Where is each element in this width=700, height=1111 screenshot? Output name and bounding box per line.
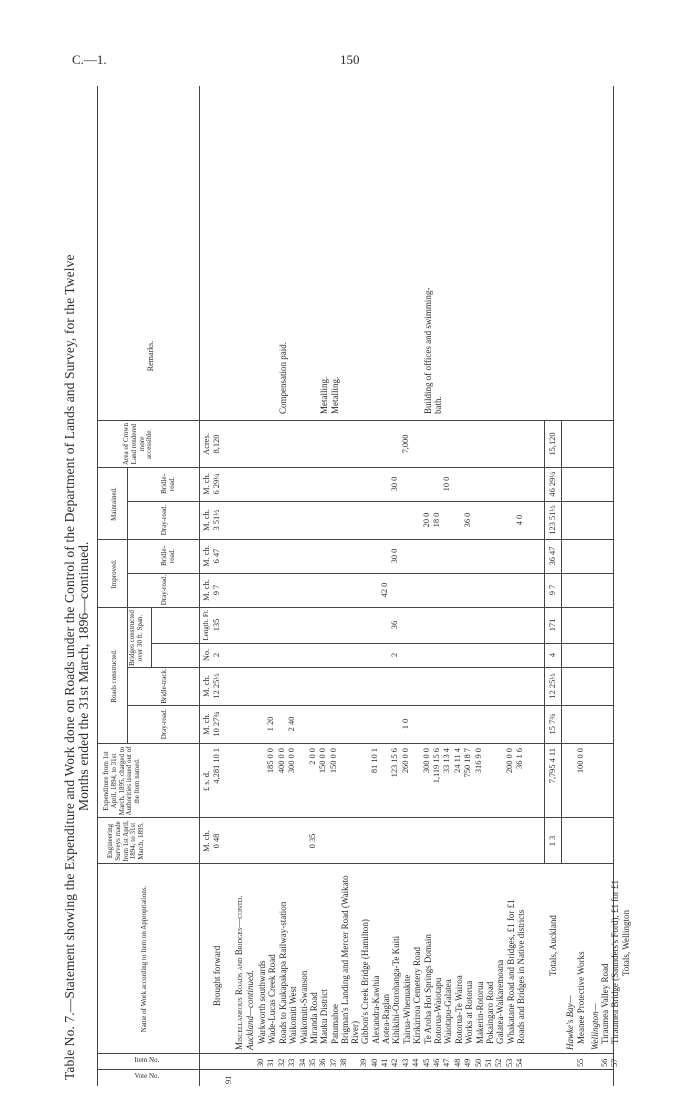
tot-no: 4 xyxy=(548,652,557,658)
item-number: 43 xyxy=(400,1058,410,1067)
item-number: 35 xyxy=(308,1058,317,1067)
exp-cell: 1,119 15 6 xyxy=(432,748,441,784)
work-name: Pokaingaro Road xyxy=(485,981,495,1044)
item-number: 51 xyxy=(484,1058,493,1067)
col-line xyxy=(127,667,613,668)
wellington-heading: Wellington— xyxy=(590,1003,600,1050)
header-bridle-track: Bridle-track. xyxy=(160,668,168,704)
rule-group-maintained xyxy=(127,468,128,540)
item-number: 52 xyxy=(494,1058,504,1067)
no-cell: 2 xyxy=(390,652,400,658)
work-name: Tiraumea Bridge (Saunders's Ford), £1 for £1 xyxy=(610,879,620,1044)
item-number: 42 xyxy=(390,1058,400,1067)
work-name: Roads and Bridges in Native districts xyxy=(516,909,527,1044)
item-number: 56 xyxy=(600,1058,609,1067)
work-name: Whakatane Road and Bridges, £1 for £1 xyxy=(505,899,516,1044)
unit-bridle: M. ch. xyxy=(202,675,211,697)
header-improved-bridle: Bridle-road. xyxy=(160,546,176,566)
rule-totals-bottom xyxy=(561,421,562,864)
tot-imp-bridle: 36 47 xyxy=(548,546,557,566)
table-title-continued: Months ended the 31st March, 1896—continued. xyxy=(76,541,91,811)
length-cell: 36 xyxy=(390,620,400,630)
work-name: Alexandra-Kawhia xyxy=(370,975,381,1044)
exp-cell: 185 0 0 xyxy=(266,748,276,774)
bf-length: 135 xyxy=(212,618,221,632)
rotated-table xyxy=(63,86,633,1086)
item-number: 30 xyxy=(256,1058,265,1067)
exp-cell: 200 0 0 xyxy=(504,748,514,774)
tot-main-bridle: 46 29¼ xyxy=(548,471,557,497)
item-number: 48 xyxy=(452,1058,462,1067)
exp-cell: 150 0 0 xyxy=(318,748,328,774)
item-number: 53 xyxy=(504,1058,514,1067)
table-title: Table No. 7.—Statement showing the Expenditure and Work done on Roads under the Control of the Department of Lands and Survey, for the Twelve xyxy=(62,254,77,1080)
tot-imp-dray: 9 7 xyxy=(548,584,557,596)
work-name: Wade-Lucas Creek Road xyxy=(267,954,278,1044)
header-engineering: Engineering Surveys made from 1st April, 1894, to 31st March, 1895. xyxy=(106,820,146,862)
item-number: 54 xyxy=(515,1058,525,1067)
exp-cell: 400 0 0 xyxy=(276,748,286,774)
unit-imp-dray: M. ch. xyxy=(202,579,211,601)
page-number: 150 xyxy=(340,52,360,67)
exp-cell: 81 10 1 xyxy=(369,748,379,774)
work-name: Works at Rotorua xyxy=(464,980,475,1044)
unit-dray: M. ch. xyxy=(202,713,211,735)
unit-main-dray: M. ch. xyxy=(202,509,211,531)
item-number: 55 xyxy=(576,1058,585,1067)
header-maintained: Maintained. xyxy=(110,487,118,521)
work-name: Makerin-Rotorua xyxy=(474,981,485,1044)
exp-cell: 300 0 0 xyxy=(287,748,297,774)
brought-forward-label: Brought forward xyxy=(212,945,222,1006)
item-number: 32 xyxy=(276,1058,286,1067)
tot-dray: 15 7¾ xyxy=(548,713,557,735)
bf-bridle: 12 25½ xyxy=(212,673,221,699)
work-name: Meanee Protective Works xyxy=(576,951,586,1044)
main-dray-cell: 18 0 xyxy=(432,512,441,528)
item-number: 57 xyxy=(610,1058,619,1067)
exp-cell: 260 0 0 xyxy=(400,748,410,774)
item-number: 34 xyxy=(297,1058,307,1067)
col-line xyxy=(97,607,613,608)
work-name: Rotorua-Waiotapu xyxy=(433,977,443,1044)
remarks-cell: Compensation paid. xyxy=(277,342,288,414)
bf-imp-dray: 9 7 xyxy=(212,584,221,596)
vote-number: 91 xyxy=(224,1075,233,1084)
bf-eng: 0 48 xyxy=(212,833,221,849)
work-name: Patumahoe xyxy=(329,1004,340,1044)
exp-cell: 2 0 0 xyxy=(308,748,317,765)
exp-cell: 316 9 0 xyxy=(473,748,483,774)
dray-cell: 2 40 xyxy=(287,716,297,732)
dray-cell: 1 0 xyxy=(400,718,410,730)
tot-eng: 1 3 xyxy=(548,835,557,847)
header-remarks: Remarks. xyxy=(146,340,155,372)
rule-group-improved xyxy=(127,540,128,608)
document-reference: C.—1. xyxy=(72,52,107,67)
exp-cell: 36 1 6 xyxy=(515,748,525,769)
remarks-cell: Building of offices and swimming-bath. xyxy=(422,287,443,414)
work-name: Gibbon's Creek Bridge (Hamilton) xyxy=(360,919,371,1044)
item-number: 41 xyxy=(380,1058,389,1067)
dray-cell: 1 20 xyxy=(266,716,276,732)
exp-cell: 33 13 4 xyxy=(442,748,452,774)
bf-dray: 10 27¾ xyxy=(212,711,221,737)
rule-top xyxy=(97,86,98,1086)
work-name: Miranda Road xyxy=(309,992,319,1044)
header-expenditure: Expenditure from 1st April, 1894, to 31st March, 1895, charged to Authorities issued out of the Item named. xyxy=(102,746,142,816)
col-line xyxy=(97,420,613,421)
header-maintained-bridle: Bridle-road. xyxy=(160,474,176,494)
eng-cell: 0 35 xyxy=(308,833,317,849)
tot-length: 171 xyxy=(548,618,557,632)
col-line xyxy=(97,863,613,864)
item-number: 31 xyxy=(266,1058,276,1067)
bf-exp: 4,281 10 1 xyxy=(212,748,221,784)
work-name: Waikomiti-Swanson xyxy=(298,970,309,1044)
item-number: 40 xyxy=(369,1058,379,1067)
main-bridle-cell: 10 0 xyxy=(442,476,452,492)
work-name: Tiraumea Valley Road xyxy=(600,963,610,1044)
col-line xyxy=(127,501,613,502)
header-item-no: Item No. xyxy=(134,1056,160,1065)
unit-no: No. xyxy=(202,648,211,662)
exp-cell: 123 15 6 xyxy=(390,748,400,778)
item-number: 47 xyxy=(442,1058,452,1067)
main-bridle-cell: 30 0 xyxy=(390,476,400,492)
item-number: 45 xyxy=(421,1058,431,1067)
unit-exp: £ s. d. xyxy=(202,771,211,792)
totals-auckland-label: Totals, Auckland xyxy=(548,915,558,976)
work-name: Rotorua-Te Wairoa xyxy=(453,975,464,1044)
col-line xyxy=(127,705,613,706)
header-name: Name of Work according to Item on Appropriations. xyxy=(140,885,148,1033)
bf-imp-bridle: 6 47 xyxy=(212,548,221,564)
item-number: 49 xyxy=(463,1058,473,1067)
col-line xyxy=(97,743,613,744)
item-number: 46 xyxy=(432,1058,441,1067)
header-improved-dray: Dray-road. xyxy=(160,574,168,606)
remarks-cell: Metalling. xyxy=(319,376,330,414)
tot-area: 15,120 xyxy=(548,432,557,456)
hawkes-bay-heading: Hawke's Bay— xyxy=(565,995,575,1050)
totals-wellington-label: Totals, Wellington xyxy=(621,910,631,976)
unit-imp-bridle: M. ch. xyxy=(202,545,211,567)
item-number: 39 xyxy=(359,1058,369,1067)
tot-exp: 7,795 4 11 xyxy=(548,748,557,784)
work-name: Waikomiti West xyxy=(288,986,299,1044)
col-line xyxy=(97,1053,613,1054)
rule-group-bridges xyxy=(151,608,152,668)
item-number: 38 xyxy=(339,1058,349,1067)
imp-dray-cell: 42 0 xyxy=(380,582,389,598)
exp-cell: 750 18 7 xyxy=(463,748,473,778)
work-name: Brigman's Landing and Mercer Road (Waikato River) xyxy=(340,875,361,1044)
header-area: Area of Crown Land rendered more accessible. xyxy=(122,423,154,465)
unit-eng: M. ch. xyxy=(202,830,211,852)
work-name: Warkworth southwards xyxy=(257,960,267,1044)
rule-totals-top xyxy=(544,421,545,864)
bf-main-bridle: 6 29¼ xyxy=(212,473,221,495)
bf-area: 8,120 xyxy=(212,434,221,454)
work-name: Roads to Kaukapakapa Railway-station xyxy=(277,901,288,1044)
header-improved: Improved. xyxy=(110,559,118,589)
expenditure-cell: 100 0 0 xyxy=(576,748,585,774)
main-dray-cell: 4 0 xyxy=(515,514,525,526)
work-name: Mauku District xyxy=(319,989,330,1044)
bf-no: 2 xyxy=(212,652,221,658)
work-name: Aotea-Raglan xyxy=(381,994,391,1044)
header-bridges: Bridges constructed over 30 ft. Span. xyxy=(128,610,144,666)
main-dray-cell: 36 0 xyxy=(463,512,473,528)
area-cell: 7,000 xyxy=(400,434,410,454)
subsection-heading: Auckland—continued. xyxy=(245,970,255,1050)
bf-main-dray: 3 51½ xyxy=(212,509,221,531)
header-vote-no: Vote No. xyxy=(134,1072,160,1081)
unit-area: Acres. xyxy=(202,433,211,455)
main-dray-cell: 20 0 xyxy=(421,512,431,528)
work-name: Kirikiriroa Cemetery Road xyxy=(412,947,423,1044)
col-line xyxy=(127,573,613,574)
work-name: Tairua-Whenuakite xyxy=(401,974,412,1044)
work-name: Waiotapu-Galatea xyxy=(443,979,454,1044)
work-name: Te Aroha Hot Springs Domain xyxy=(422,934,433,1044)
header-maintained-dray: Dray-road. xyxy=(160,504,168,536)
header-dray-road: Dray-road. xyxy=(160,708,168,740)
item-number: 37 xyxy=(328,1058,338,1067)
unit-length: Length. Ft. xyxy=(202,609,210,641)
rule-header-bottom xyxy=(199,86,200,1086)
exp-cell: 300 0 0 xyxy=(421,748,431,774)
section-heading: Miscellaneous Roads and Bridges—contd. xyxy=(234,895,244,1050)
work-name: Galatea-Waikaremoana xyxy=(495,959,506,1044)
imp-bridle-cell: 30 0 xyxy=(390,548,400,564)
exp-cell: 150 0 0 xyxy=(328,748,338,774)
item-number: 44 xyxy=(411,1058,421,1067)
remarks-cell: Metalling. xyxy=(329,376,340,414)
header-roads-constructed: Roads constructed. xyxy=(110,649,118,703)
tot-main-dray: 123 51½ xyxy=(548,505,557,535)
unit-main-bridle: M. ch. xyxy=(202,473,211,495)
col-line xyxy=(97,1069,613,1070)
work-name: Kihikihi-Otorohanga-Te Kuiti xyxy=(391,935,402,1044)
tot-bridle: 12 25½ xyxy=(548,673,557,699)
col-line xyxy=(97,817,613,818)
exp-cell: 24 11 4 xyxy=(452,748,462,773)
item-number: 33 xyxy=(287,1058,297,1067)
item-number: 36 xyxy=(318,1058,328,1067)
item-number: 50 xyxy=(473,1058,483,1067)
